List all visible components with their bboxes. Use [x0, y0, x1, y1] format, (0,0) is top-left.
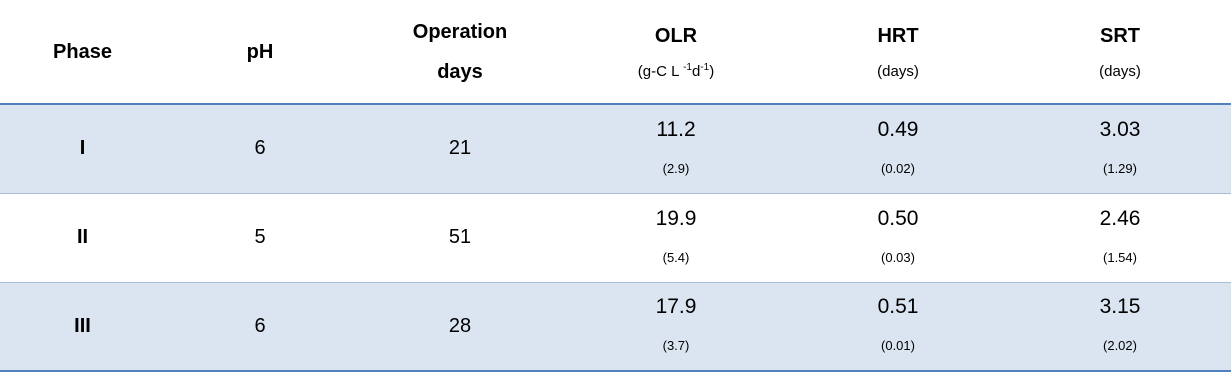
cell-olr [565, 282, 787, 371]
header-operation-days [355, 0, 565, 104]
cell-days: 28 [355, 282, 565, 371]
olr-mean: 19.9 [655, 206, 697, 230]
olr-sd: (2.9) [662, 160, 690, 176]
cell-hrt [787, 193, 1009, 282]
header-srt-unit: (days) [1099, 62, 1141, 80]
cell-ph: 6 [165, 282, 355, 371]
hrt-sd: (0.03) [881, 249, 915, 265]
cell-phase: I [0, 104, 165, 193]
cell-olr [565, 104, 787, 193]
srt-sd: (1.54) [1103, 249, 1137, 265]
table-row [0, 193, 1231, 282]
cell-ph: 5 [254, 226, 266, 248]
header-olr-unit: (g-C L $^{-1}d^{-1}$) [637, 61, 715, 80]
table-row [0, 282, 1231, 371]
table-body [0, 104, 1231, 371]
header-ph: pH [165, 0, 355, 104]
srt-mean: 3.03 [1099, 117, 1141, 141]
hrt-sd: (0.01) [881, 338, 915, 354]
table-row [0, 104, 1231, 193]
header-phase: Phase [0, 0, 165, 104]
header-srt: SRT (days) [1009, 0, 1231, 104]
cell-phase: III [0, 282, 165, 371]
cell-srt [1009, 104, 1231, 193]
cell-srt [1009, 282, 1231, 371]
header-olr: OLR (g-C L $^{-1}d^{-1}$) [565, 0, 787, 104]
header-operation-line2: days [437, 60, 483, 83]
olr-sd: (3.7) [662, 338, 690, 354]
hrt-sd: (0.02) [881, 160, 915, 176]
srt-sd: (2.02) [1103, 338, 1137, 354]
header-operation-line1: Operation [412, 20, 508, 43]
cell-olr [565, 193, 787, 282]
header-hrt: HRT (days) [787, 0, 1009, 104]
table-header [0, 0, 1231, 104]
cell-days: 21 [355, 104, 565, 193]
cell-srt [1009, 193, 1231, 282]
cell-ph: 6 [165, 104, 355, 193]
header-row [0, 0, 1231, 104]
srt-mean: 2.46 [1099, 206, 1141, 230]
cell-hrt [787, 104, 1009, 193]
hrt-mean: 0.49 [877, 117, 919, 141]
hrt-mean: 0.50 [877, 206, 919, 230]
hrt-mean: 0.51 [877, 295, 919, 319]
cell-days: 51 [448, 226, 472, 248]
header-hrt-unit: (days) [877, 62, 919, 80]
olr-mean: 17.9 [655, 295, 697, 319]
cell-phase: II [76, 226, 89, 248]
olr-mean: 11.2 [656, 117, 696, 141]
cell-hrt [787, 282, 1009, 371]
srt-sd: (1.29) [1103, 160, 1137, 176]
olr-sd: (5.4) [662, 249, 690, 265]
srt-mean: 3.15 [1099, 295, 1141, 319]
